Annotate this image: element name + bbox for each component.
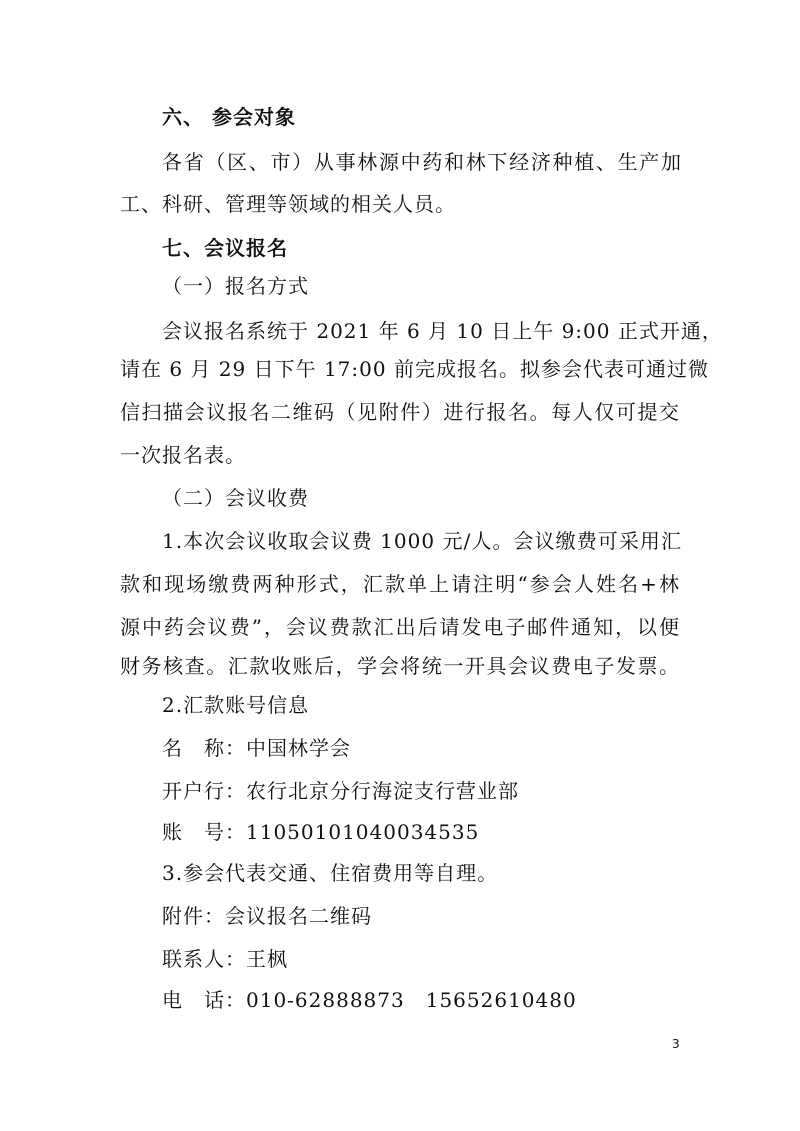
section-6-paragraph-line-1: 各省（区、市）从事林源中药和林下经济种植、生产加 — [162, 150, 682, 174]
subsection-1-line-3: 信扫描会议报名二维码（见附件）进行报名。每人仅可提交 — [120, 400, 680, 424]
page-number: 3 — [672, 1037, 680, 1051]
section-6-heading: 六、 参会对象 — [162, 105, 296, 129]
account-number: 账 号：11050101040034535 — [162, 820, 480, 844]
section-7-heading: 七、会议报名 — [162, 236, 288, 260]
account-name: 名 称：中国林学会 — [162, 736, 351, 760]
fee-item-1-line-4: 财务核查。汇款收账后，学会将统一开具会议费电子发票。 — [120, 654, 680, 678]
fee-item-1-line-3: 源中药会议费”，会议费款汇出后请发电子邮件通知，以便 — [120, 615, 680, 639]
fee-item-3: 3.参会代表交通、住宿费用等自理。 — [162, 861, 499, 885]
subsection-1-line-2: 请在 6 月 29 日下午 17:00 前完成报名。拟参会代表可通过微 — [120, 357, 709, 381]
account-bank: 开户行：农行北京分行海淀支行营业部 — [162, 779, 519, 803]
subsection-2-title: （二）会议收费 — [162, 486, 309, 510]
section-6-paragraph-line-2: 工、科研、管理等领域的相关人员。 — [120, 192, 456, 216]
subsection-1-line-4: 一次报名表。 — [120, 443, 246, 467]
fee-item-1-line-1: 1.本次会议收取会议费 1000 元/人。会议缴费可采用汇 — [162, 529, 682, 553]
subsection-1-title: （一）报名方式 — [162, 274, 309, 298]
contact-person: 联系人：王枫 — [162, 947, 288, 971]
fee-item-2-title: 2.汇款账号信息 — [162, 693, 310, 717]
subsection-1-line-1: 会议报名系统于 2021 年 6 月 10 日上午 9:00 正式开通， — [162, 319, 723, 343]
fee-item-1-line-2: 款和现场缴费两种形式，汇款单上请注明“参会人姓名+林 — [120, 572, 680, 596]
contact-phone: 电 话：010-62888873 15652610480 — [162, 988, 577, 1012]
attachment-note: 附件：会议报名二维码 — [162, 904, 372, 928]
